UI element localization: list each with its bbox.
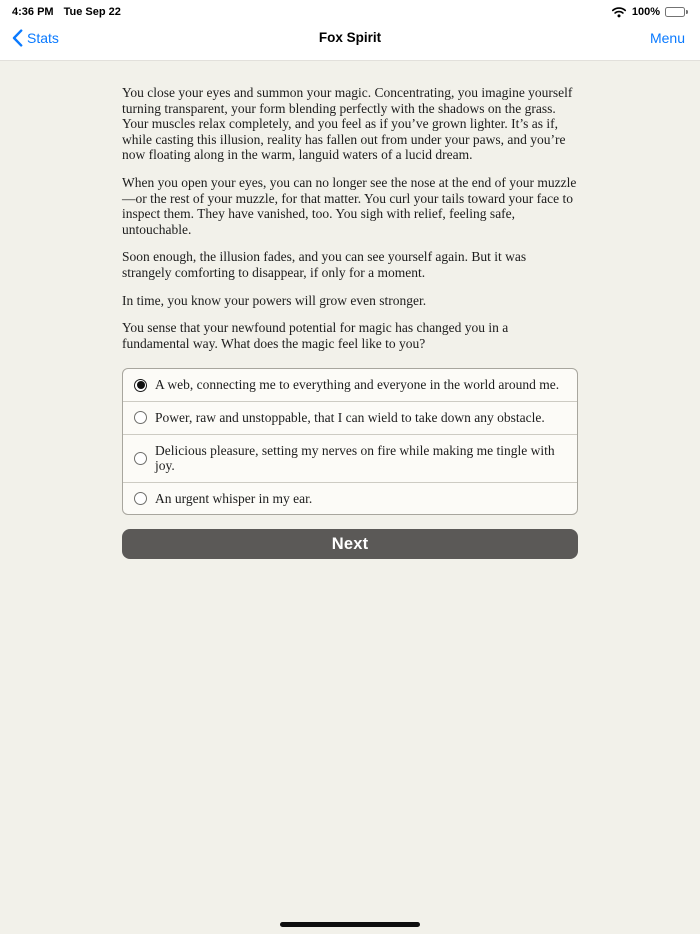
radio-button[interactable]	[134, 411, 147, 424]
status-left	[12, 6, 121, 18]
story-paragraph: You close your eyes and summon your magic. Concentrating, you imagine yourself turning transparent, your form blending perfectly with the shadows on the grass. Your muscles relax completely, and you feel as if you’ve grown lighter. It’s as if, while casting this illusion, reality has fallen out from under your paws, and you’re now floating along in the warm, languid waters of a lucid dream.	[122, 85, 573, 163]
story-paragraph: Soon enough, the illusion fades, and you can see yourself again. But it was strangely comforting to disappear, if only for a moment.	[122, 249, 527, 280]
next-button[interactable]: Next	[122, 529, 578, 559]
back-button-label: Stats	[27, 29, 59, 46]
status-date: Tue Sep 22	[63, 5, 121, 18]
choice-option-pleasure[interactable]	[123, 434, 577, 482]
choice-option-label: A web, connecting me to everything and everyone in the world around me.	[155, 377, 560, 393]
choice-option-label: Delicious pleasure, setting my nerves on fire while making me tingle with joy.	[155, 442, 555, 474]
story-paragraph: In time, you know your powers will grow even stronger.	[122, 292, 427, 308]
battery-icon	[665, 7, 688, 17]
status-time: 4:36 PM	[12, 5, 54, 18]
story-paragraph: When you open your eyes, you can no longer see the nose at the end of your muzzle—or the rest of your muzzle, for that matter. You curl your tails toward your face to inspect them. They have vanished, too. You sigh with relief, feeling safe, untouchable.	[122, 174, 577, 237]
choice-option-whisper[interactable]	[123, 482, 577, 515]
nav-bar	[0, 21, 700, 60]
story-content	[122, 61, 578, 559]
wifi-icon	[611, 6, 627, 18]
radio-button[interactable]	[134, 452, 147, 465]
menu-button[interactable]: Menu	[649, 29, 685, 46]
status-right	[611, 6, 688, 18]
top-chrome	[0, 0, 700, 61]
battery-percent: 100%	[631, 5, 660, 18]
story-paragraph: You sense that your newfound potential for magic has changed you in a fundamental way. What does the magic feel like to you?	[122, 320, 509, 351]
radio-button[interactable]	[134, 379, 147, 392]
home-indicator[interactable]	[280, 922, 420, 927]
choice-option-label: An urgent whisper in my ear.	[155, 490, 313, 506]
choice-option-power[interactable]	[123, 401, 577, 434]
radio-button[interactable]	[134, 492, 147, 505]
chevron-left-icon	[12, 29, 23, 47]
choice-list	[122, 368, 578, 515]
back-button-stats[interactable]	[12, 29, 59, 47]
choice-option-label: Power, raw and unstoppable, that I can wield to take down any obstacle.	[155, 409, 545, 425]
choice-option-web[interactable]	[123, 369, 577, 401]
page-title: Fox Spirit	[318, 30, 382, 45]
status-bar	[0, 0, 700, 21]
